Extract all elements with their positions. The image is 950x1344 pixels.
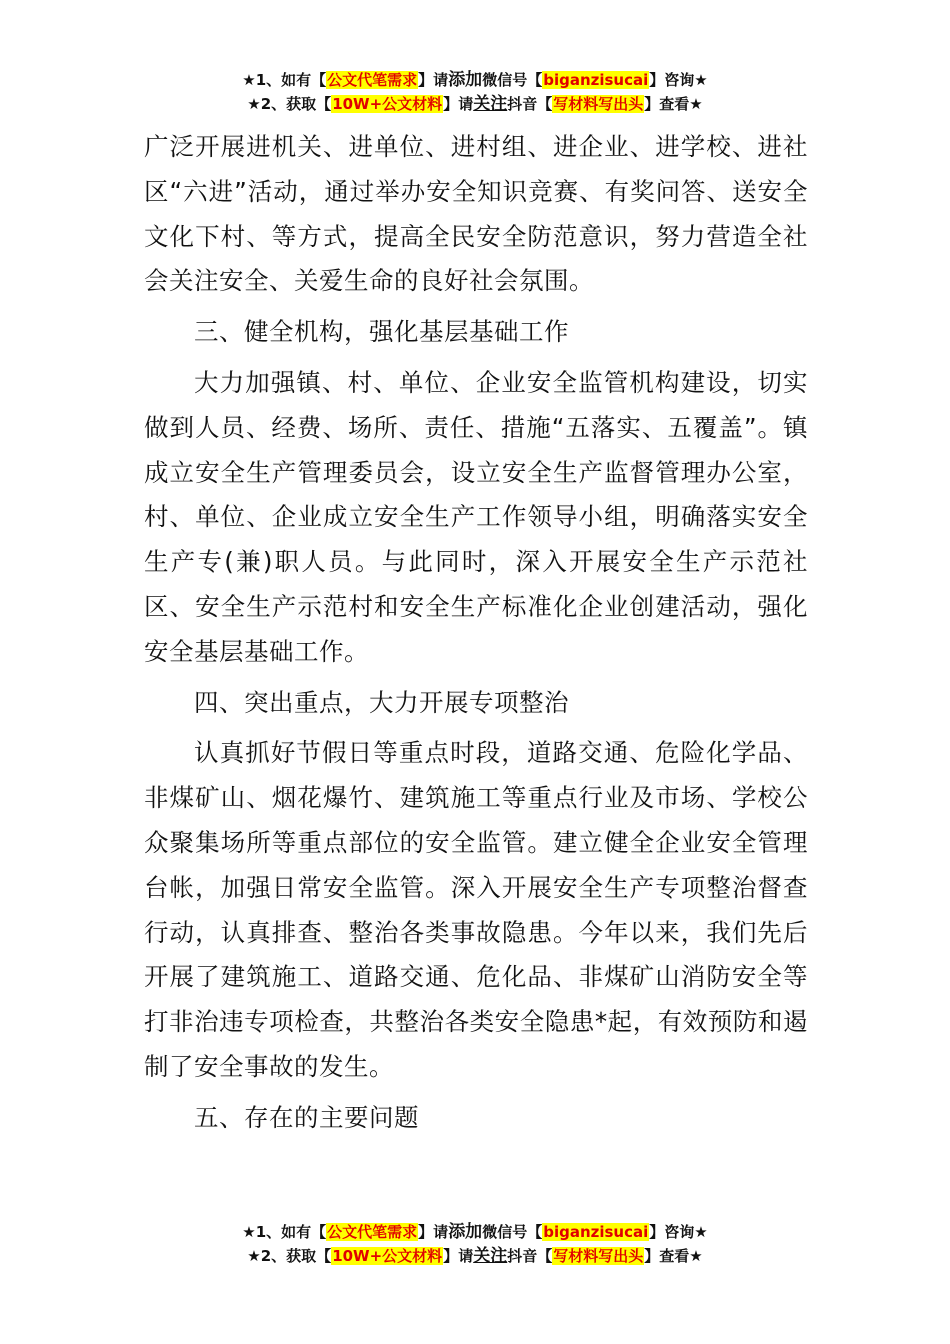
document-body	[144, 125, 808, 1141]
section-heading-3: 三、健全机构，强化基层基础工作	[194, 317, 569, 347]
section-heading-4: 四、突出重点，大力开展专项整治	[194, 687, 569, 717]
promo-line-2: ★2、获取【10W+公文材料】请关注抖音【写材料写出头】查看★	[247, 94, 703, 114]
highlight-materials: 10W+公文材料	[332, 95, 443, 113]
highlight-service: 公文代笔需求	[327, 71, 418, 89]
paragraph-outreach: 广泛开展进机关、进单位、进村组、进企业、进学校、进社区“六进”活动，通过举办安全知识竞赛、有奖问答、送安全文化下村、等方式，提高全民安全防范意识，努力营造全社会关注安全、关爱生命的良好社会氛围。	[144, 132, 808, 296]
promo-line-1: ★1、如有【公文代笔需求】请添加微信号【biganzisucai】咨询★	[242, 70, 708, 90]
top-promo-banner	[0, 68, 950, 116]
promo-line-1: ★1、如有【公文代笔需求】请添加微信号【biganzisucai】咨询★	[242, 1222, 708, 1242]
highlight-douyin: 写材料写出头	[553, 95, 644, 113]
paragraph-institutions: 大力加强镇、村、单位、企业安全监管机构建设，切实做到人员、经费、场所、责任、措施“五落实、五覆盖”。镇成立安全生产管理委员会，设立安全生产监督管理办公室，村、单位、企业成立安全生产工作领导小组，明确落实安全生产专(兼)职人员。与此同时，深入开展安全生产示范社区、安全生产示范村和安全生产标准化企业创建活动，强化安全基层基础工作。	[144, 367, 808, 666]
promo-line-2: ★2、获取【10W+公文材料】请关注抖音【写材料写出头】查看★	[247, 1246, 703, 1266]
highlight-wechat-id: biganzisucai	[543, 71, 649, 89]
paragraph-special-rectification: 认真抓好节假日等重点时段，道路交通、危险化学品、非煤矿山、烟花爆竹、建筑施工等重点行业及市场、学校公众聚集场所等重点部位的安全监管。建立健全企业安全管理台帐，加强日常安全监管。深入开展安全生产专项整治督查行动，认真排查、整治各类事故隐患。今年以来，我们先后开展了建筑施工、道路交通、危化品、非煤矿山消防安全等打非治违专项检查，共整治各类安全隐患*起，有效预防和遏制了安全事故的发生。	[144, 738, 808, 1081]
highlight-wechat-id: biganzisucai	[543, 1223, 649, 1241]
highlight-douyin: 写材料写出头	[553, 1247, 644, 1265]
highlight-materials: 10W+公文材料	[332, 1247, 443, 1265]
highlight-service: 公文代笔需求	[327, 1223, 418, 1241]
bottom-promo-banner	[0, 1220, 950, 1268]
section-heading-5: 五、存在的主要问题	[194, 1102, 419, 1132]
